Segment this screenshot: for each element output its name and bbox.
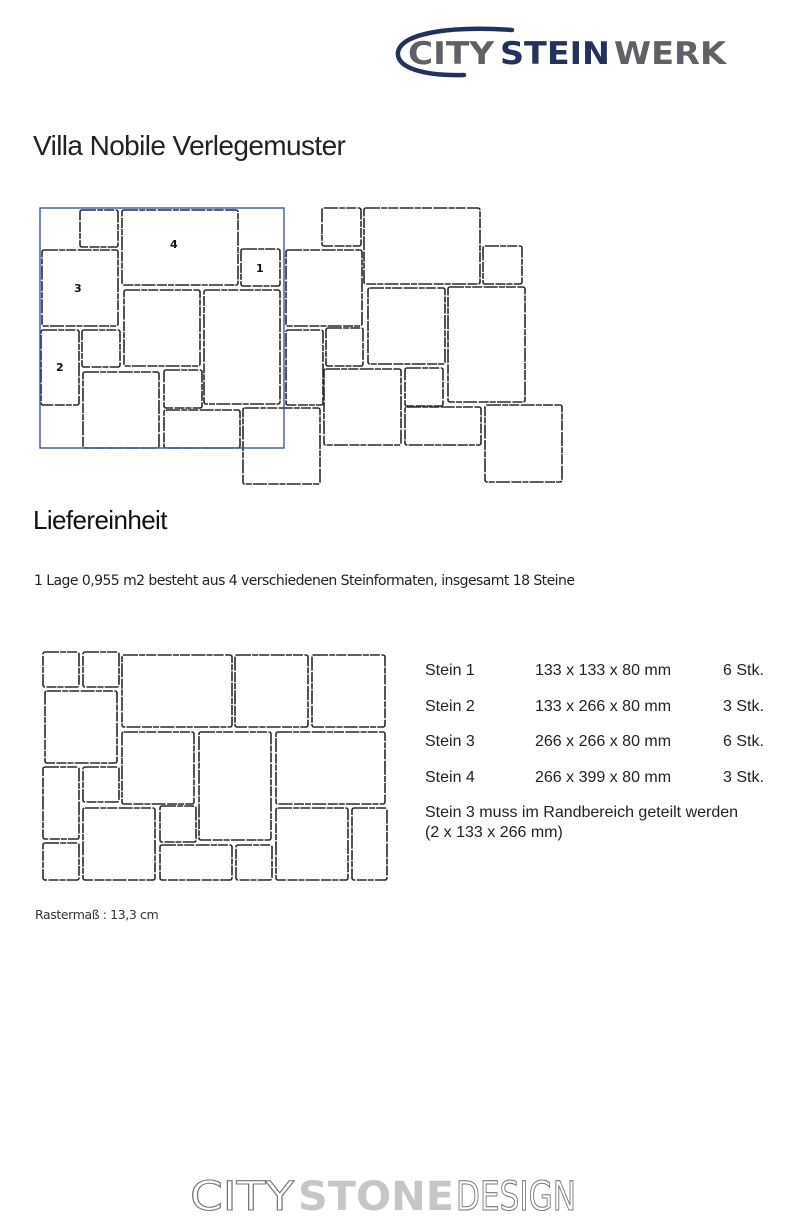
- stone: [276, 808, 348, 880]
- stone-dimensions: 133 x 266 x 80 mm: [535, 697, 672, 715]
- laying-pattern-diagram: [30, 198, 575, 490]
- stone: [368, 288, 445, 364]
- citystonedesign-logo: [188, 1170, 588, 1220]
- stone: [286, 250, 362, 326]
- stone: [236, 845, 272, 880]
- delivery-unit-diagram: [36, 645, 396, 890]
- stone: [43, 767, 79, 839]
- spec-row: [425, 733, 785, 769]
- stone: [405, 407, 481, 445]
- stone: [322, 208, 361, 246]
- split-note: Stein 3 muss im Randbereich geteilt werden (2 x 133 x 266 mm): [425, 803, 739, 841]
- stone-quantity: 6 Stk.: [723, 662, 764, 679]
- stone: [82, 330, 120, 367]
- stone: [124, 290, 200, 366]
- stone: [160, 806, 196, 842]
- stone-name: Stein 1: [425, 662, 475, 679]
- stone-dimensions: 133 x 133 x 80 mm: [535, 662, 672, 679]
- stone-name: Stein 2: [425, 697, 475, 715]
- stone: [122, 655, 232, 727]
- stones-group: [41, 208, 562, 484]
- delivery-description: 1 Lage 0,955 m2 besteht aus 4 verschiedenen Steinformaten, insgesamt 18 Steine: [34, 573, 575, 589]
- stone: [243, 408, 320, 484]
- spec-row: [425, 769, 785, 805]
- logo-werk-text: WERK: [614, 36, 728, 72]
- stone: [286, 330, 323, 405]
- spec-row: [425, 662, 785, 698]
- stone: [235, 655, 308, 727]
- stone-label-3: 3: [74, 282, 82, 295]
- stone: [483, 246, 522, 284]
- stone: [324, 369, 401, 445]
- stone: [43, 652, 79, 687]
- stone-label-1: 1: [256, 262, 264, 275]
- stone: [83, 808, 155, 880]
- stone-name: Stein 4: [425, 769, 475, 787]
- stone: [45, 691, 117, 763]
- stone: [80, 210, 118, 247]
- stone-quantity: 6 Stk.: [723, 733, 764, 751]
- stones-group: [43, 652, 387, 880]
- stone: [199, 732, 271, 840]
- stone-dimensions: 266 x 399 x 80 mm: [535, 769, 672, 787]
- spec-row: [425, 698, 785, 734]
- logo-city-text: CITY: [408, 36, 495, 72]
- grid-size-label: Rastermaß : 13,3 cm: [35, 907, 159, 922]
- stone-spec-table: [425, 662, 785, 843]
- stone: [83, 652, 119, 687]
- stone: [164, 370, 202, 408]
- citysteinwerk-logo: [394, 26, 734, 78]
- section-title-delivery-unit: Liefereinheit: [33, 505, 167, 535]
- stone: [448, 287, 525, 402]
- stone-label-2: 2: [56, 361, 64, 374]
- page-title: Villa Nobile Verlegemuster: [33, 130, 346, 161]
- logo-stein-text: STEIN: [500, 36, 610, 72]
- stone: [364, 208, 480, 284]
- stone-name: Stein 3: [425, 733, 475, 751]
- footer-logo-stone: STONE: [298, 1174, 454, 1220]
- stone: [83, 372, 159, 448]
- stone: [164, 410, 240, 448]
- stone-dimensions: 266 x 266 x 80 mm: [535, 733, 672, 751]
- stone-quantity: 3 Stk.: [723, 769, 764, 787]
- stone-quantity: 3 Stk.: [723, 697, 764, 715]
- stone-label-4: 4: [170, 238, 178, 251]
- footer-logo-design: DESIGN: [456, 1174, 576, 1220]
- stone: [485, 405, 562, 482]
- stone: [276, 732, 385, 804]
- stone: [405, 368, 443, 406]
- stone: [43, 843, 79, 880]
- stone: [204, 290, 280, 404]
- stone: [352, 808, 387, 880]
- stone: [326, 328, 363, 366]
- stone: [122, 210, 238, 285]
- stone: [122, 732, 194, 804]
- stone: [83, 767, 119, 802]
- stone: [160, 845, 232, 880]
- stone: [312, 655, 385, 727]
- footer-logo-city: CITY: [190, 1174, 295, 1220]
